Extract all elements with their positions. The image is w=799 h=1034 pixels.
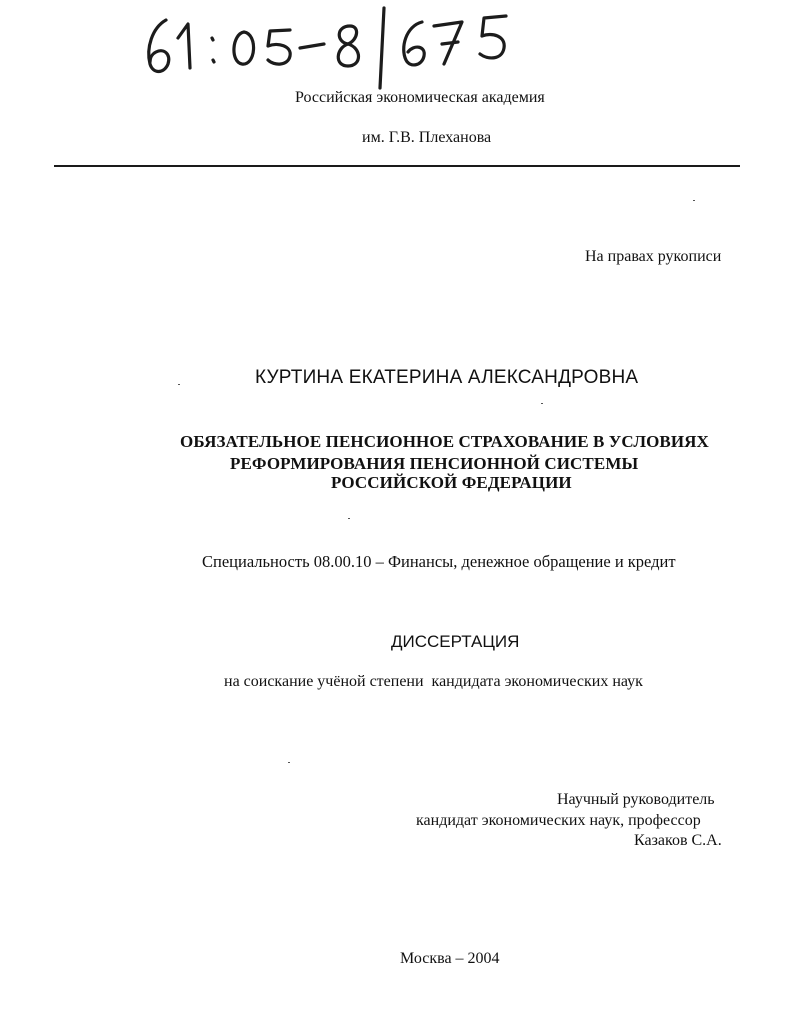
supervisor-credentials: кандидат экономических наук, профессор: [416, 812, 701, 829]
scan-speck: [693, 200, 695, 201]
supervisor-name: Казаков С.А.: [634, 832, 722, 849]
dissertation-title-line-2: РЕФОРМИРОВАНИЯ ПЕНСИОННОЙ СИСТЕМЫ: [230, 454, 639, 473]
scan-speck: [288, 762, 290, 763]
scan-speck: [178, 384, 180, 385]
degree-statement: на соискание учёной степени кандидата экономических наук: [224, 673, 643, 690]
header-divider: [54, 165, 740, 167]
city-and-year: Москва – 2004: [400, 950, 500, 967]
scan-speck: [348, 518, 350, 519]
author-name: КУРТИНА ЕКАТЕРИНА АЛЕКСАНДРОВНА: [255, 367, 639, 388]
scan-speck: [541, 403, 543, 404]
institution-subtitle: им. Г.В. Плеханова: [362, 129, 492, 146]
dissertation-title-line-3: РОССИЙСКОЙ ФЕДЕРАЦИИ: [331, 473, 572, 492]
supervisor-role: Научный руководитель: [557, 791, 715, 808]
handwritten-catalog-code: [140, 4, 520, 92]
manuscript-rights-note: На правах рукописи: [585, 248, 722, 265]
dissertation-title-line-1: ОБЯЗАТЕЛЬНОЕ ПЕНСИОННОЕ СТРАХОВАНИЕ В УСЛОВИЯХ: [180, 432, 709, 451]
document-type: ДИССЕРТАЦИЯ: [391, 632, 520, 651]
specialty: Специальность 08.00.10 – Финансы, денежное обращение и кредит: [202, 552, 676, 571]
institution-name: Российская экономическая академия: [295, 89, 545, 106]
